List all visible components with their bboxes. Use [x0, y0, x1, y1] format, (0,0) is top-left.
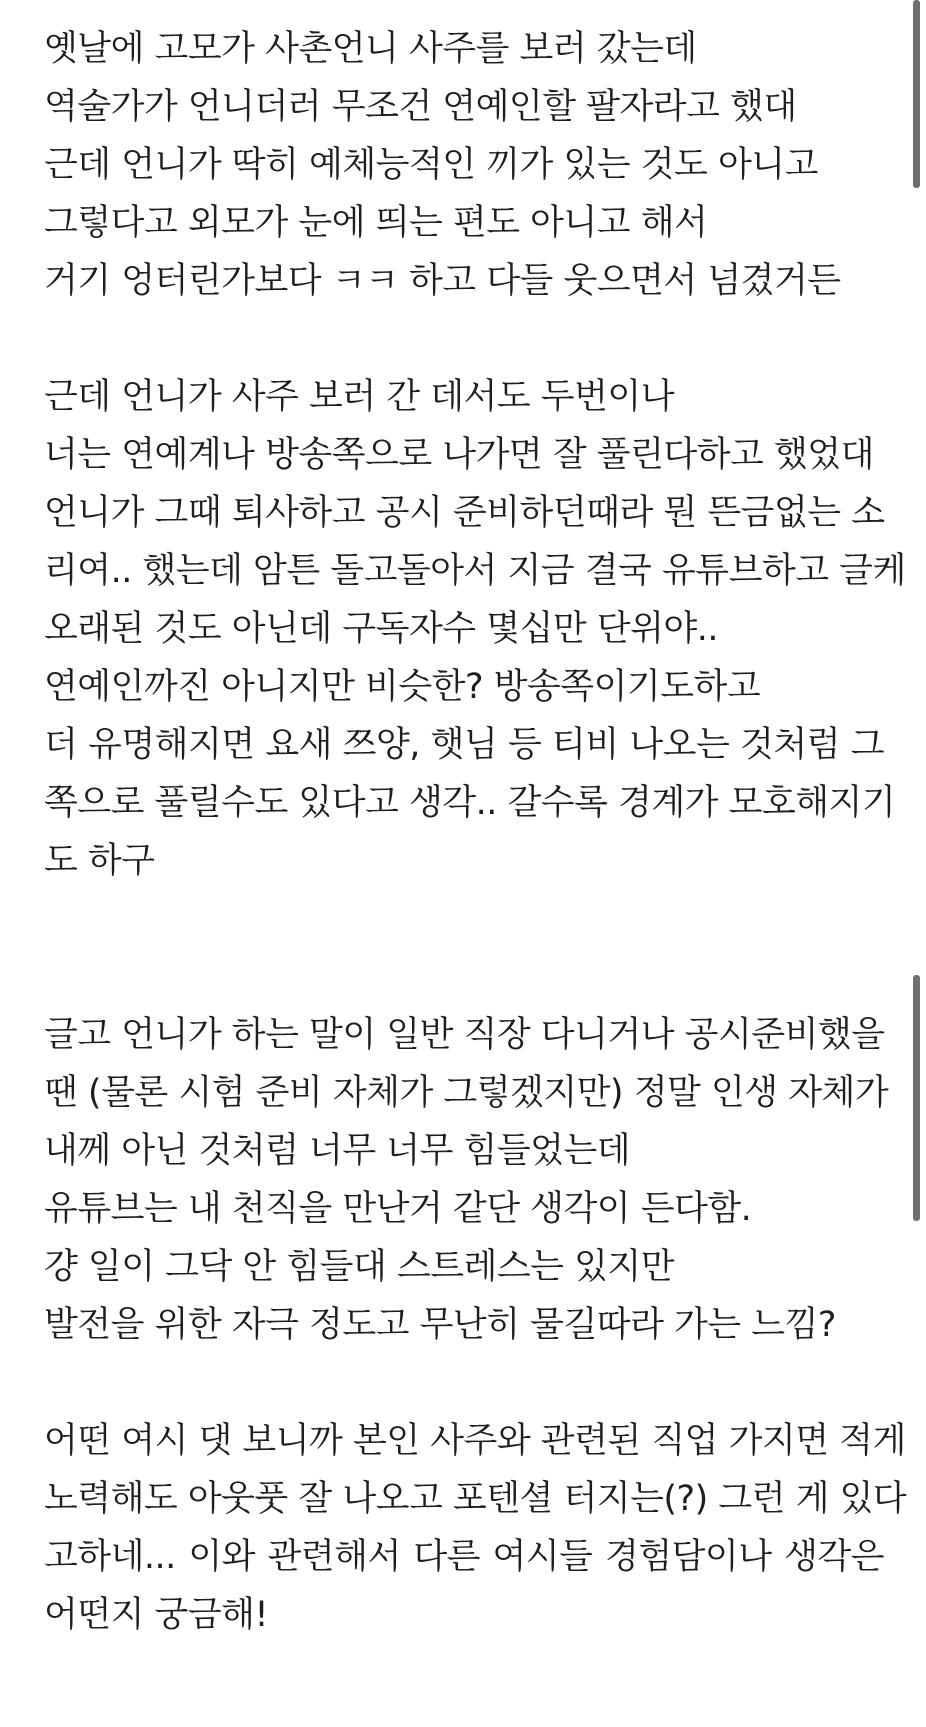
post-line: 노력해도 아웃풋 잘 나오고 포텐셜 터지는(?) 그런 게 있다 [44, 1479, 907, 1519]
post-paragraph [44, 1412, 907, 1644]
post-line: 근데 언니가 딱히 예체능적인 끼가 있는 것도 아니고 [44, 145, 818, 185]
post-line: 내께 아닌 것처럼 너무 너무 힘들었는데 [44, 1131, 631, 1171]
post-line: 쪽으로 풀릴수도 있다고 생각.. 갈수록 경계가 모호해지기 [44, 783, 896, 823]
post-line: 유튜브는 내 천직을 만난거 같단 생각이 든다함. [44, 1189, 752, 1229]
post-line: 근데 언니가 사주 보러 간 데서도 두번이나 [44, 377, 675, 417]
post-line: 그렇다고 외모가 눈에 띄는 편도 아니고 해서 [44, 203, 708, 243]
post-line: 고하네... 이와 관련해서 다른 여시들 경험담이나 생각은 [44, 1537, 884, 1577]
post-line: 걍 일이 그닥 안 힘들대 스트레스는 있지만 [44, 1247, 675, 1287]
post-line: 땐 (물론 시험 준비 자체가 그렇겠지만) 정말 인생 자체가 [44, 1073, 889, 1113]
post-line: 옛날에 고모가 사촌언니 사주를 보러 갔는데 [44, 29, 697, 69]
post-line: 도 하구 [44, 841, 155, 881]
scrollbar-thumb[interactable] [913, 0, 920, 188]
post-line: 발전을 위한 자극 정도고 무난히 물길따라 가는 느낌? [44, 1305, 836, 1345]
post-line: 언니가 그때 퇴사하고 공시 준비하던때라 뭔 뜬금없는 소 [44, 493, 885, 533]
post-line: 리여.. 했는데 암튼 돌고돌아서 지금 결국 유튜브하고 글케 [44, 551, 906, 591]
scrollbar[interactable] [912, 0, 926, 1727]
post-line: 어떤 여시 댓 보니까 본인 사주와 관련된 직업 가지면 적게 [44, 1421, 906, 1461]
post-body [44, 20, 907, 1644]
scrollbar-thumb[interactable] [913, 975, 920, 1221]
post-paragraph [44, 1006, 889, 1354]
post-paragraph [44, 368, 906, 890]
paragraph-spacer [44, 890, 884, 1006]
post-line: 글고 언니가 하는 말이 일반 직장 다니거나 공시준비했을 [44, 1015, 885, 1055]
post-line: 연예인까진 아니지만 비슷한? 방송쪽이기도하고 [44, 667, 761, 707]
paragraph-spacer [44, 1354, 884, 1412]
post-line: 거기 엉터린가보다 ㅋㅋ 하고 다들 웃으면서 넘겼거든 [44, 261, 841, 301]
post-line: 역술가가 언니더러 무조건 연예인할 팔자라고 했대 [44, 87, 797, 127]
post-line: 어떤지 궁금해! [44, 1595, 269, 1635]
post-paragraph [44, 20, 884, 310]
paragraph-spacer [44, 310, 884, 368]
post-line: 너는 연예계나 방송쪽으로 나가면 잘 풀린다하고 했었대 [44, 435, 874, 475]
post-line: 더 유명해지면 요새 쯔양, 햇님 등 티비 나오는 것처럼 그 [44, 725, 884, 765]
post-line: 오래된 것도 아닌데 구독자수 몇십만 단위야.. [44, 609, 718, 649]
